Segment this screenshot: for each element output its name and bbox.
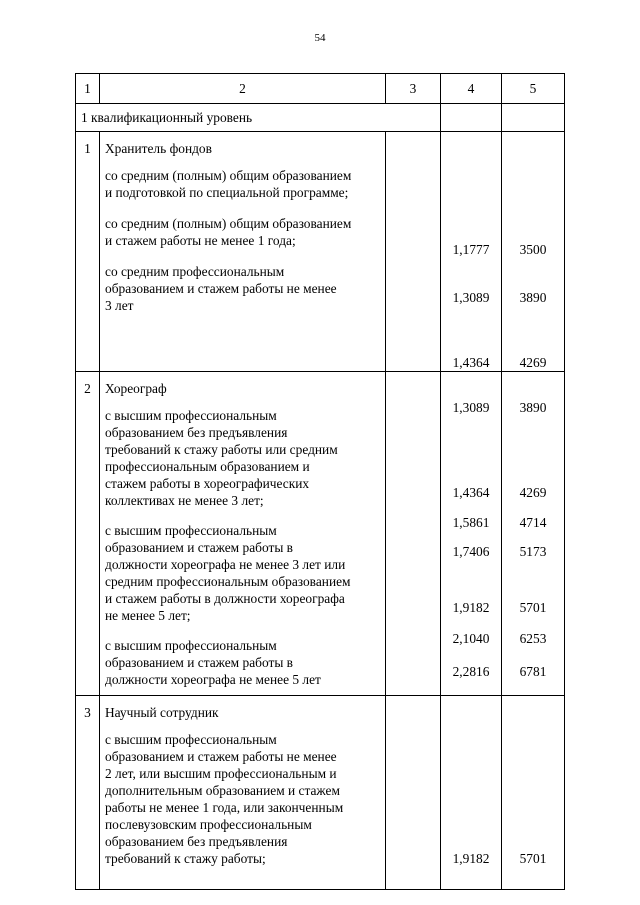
coefficient-value: 1,4364 bbox=[452, 355, 490, 370]
salary-value: 4269 bbox=[519, 355, 547, 370]
coefficient-cell bbox=[441, 696, 502, 890]
qualification-table bbox=[75, 73, 565, 890]
requirement-text: с высшим профессиональным образованием и стажем работы в должности хореографа не менее 5 лет bbox=[105, 638, 321, 687]
salary-value: 3890 bbox=[519, 290, 547, 305]
header-cell: 1 bbox=[76, 74, 100, 104]
position-title: Хореограф bbox=[105, 381, 167, 396]
requirement-text: с высшим профессиональным образованием и стажем работы не менее 2 лет, или высшим профессиональным и дополнительным образованием и стажем работы не менее 1 года, или законченным послевузовским профессиональным образованием без предъявления требований к стажу работы; bbox=[105, 732, 344, 866]
salary-value: 6253 bbox=[519, 631, 547, 646]
table-row bbox=[76, 372, 565, 696]
salary-value: 5701 bbox=[519, 851, 547, 866]
requirement-text: с высшим профессиональным образованием и стажем работы в должности хореографа не менее 3 лет или средним профессиональным образованием и стажем работы в должности хореографа не менее 5 лет; bbox=[105, 523, 351, 623]
requirement-text: со средним профессиональным образованием и стажем работы не менее 3 лет bbox=[105, 264, 337, 313]
coefficient-value: 1,3089 bbox=[452, 400, 490, 415]
table-header-row bbox=[76, 74, 565, 104]
coefficient-value: 1,4364 bbox=[452, 485, 490, 500]
coefficient-value: 1,7406 bbox=[452, 544, 490, 559]
salary-value: 6781 bbox=[519, 664, 547, 679]
coefficient-cell bbox=[441, 132, 502, 372]
salary-cell bbox=[502, 372, 565, 696]
coefficient-value: 1,9182 bbox=[452, 851, 490, 866]
position-cell bbox=[100, 696, 386, 890]
empty-cell bbox=[386, 696, 441, 890]
level-title-cell bbox=[76, 104, 441, 132]
requirement-text: со средним (полным) общим образованием и подготовкой по специальной программе; bbox=[105, 168, 352, 200]
requirement-text: со средним (полным) общим образованием и стажем работы не менее 1 года; bbox=[105, 216, 352, 248]
coefficient-cell bbox=[441, 372, 502, 696]
coefficient-value: 1,5861 bbox=[452, 515, 490, 530]
coefficient-value: 2,1040 bbox=[452, 631, 490, 646]
header-cell: 2 bbox=[100, 74, 386, 104]
empty-cell bbox=[502, 104, 565, 132]
level-title: 1 квалификационный уровень bbox=[81, 110, 253, 125]
salary-value: 5701 bbox=[519, 600, 547, 615]
page-number: 54 bbox=[314, 32, 326, 44]
salary-value: 3890 bbox=[519, 400, 547, 415]
salary-value: 4269 bbox=[519, 485, 547, 500]
row-number: 2 bbox=[76, 372, 100, 696]
position-cell bbox=[100, 132, 386, 372]
position-title: Научный сотрудник bbox=[105, 705, 219, 720]
salary-value: 4714 bbox=[519, 515, 547, 530]
header-cell: 3 bbox=[386, 74, 441, 104]
position-title: Хранитель фондов bbox=[105, 141, 212, 156]
coefficient-value: 2,2816 bbox=[452, 664, 490, 679]
requirement-text: с высшим профессиональным образованием без предъявления требований к стажу работы или средним профессиональным образованием и стажем работы в хореографических коллективах не менее 3 лет; bbox=[105, 408, 338, 508]
row-number: 1 bbox=[76, 132, 100, 372]
table-row bbox=[76, 132, 565, 372]
coefficient-value: 1,1777 bbox=[452, 242, 490, 257]
header-cell: 4 bbox=[441, 74, 502, 104]
coefficient-value: 1,3089 bbox=[452, 290, 490, 305]
empty-cell bbox=[441, 104, 502, 132]
coefficient-value: 1,9182 bbox=[452, 600, 490, 615]
empty-cell bbox=[386, 372, 441, 696]
salary-cell bbox=[502, 132, 565, 372]
level-row bbox=[76, 104, 565, 132]
header-cell: 5 bbox=[502, 74, 565, 104]
table-row bbox=[76, 696, 565, 890]
salary-cell bbox=[502, 696, 565, 890]
salary-value: 5173 bbox=[519, 544, 547, 559]
row-number: 3 bbox=[76, 696, 100, 890]
position-cell bbox=[100, 372, 386, 696]
salary-value: 3500 bbox=[519, 242, 547, 257]
empty-cell bbox=[386, 132, 441, 372]
